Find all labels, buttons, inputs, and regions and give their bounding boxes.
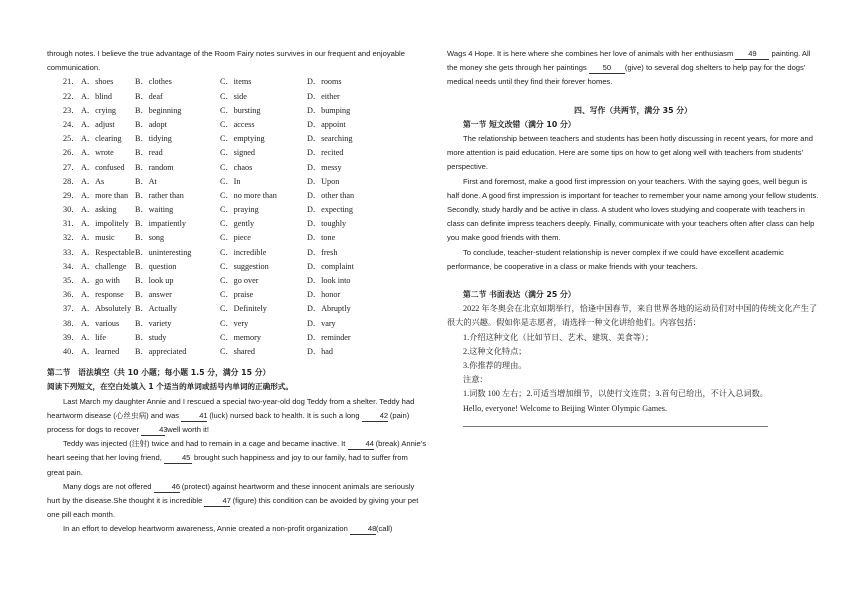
option-a[interactable]: A．confused [81, 162, 125, 172]
option-b[interactable]: B．random [135, 162, 174, 172]
option-a[interactable]: A．wrote [81, 148, 114, 158]
blank-43[interactable]: 43 [141, 425, 165, 436]
grammar-paragraph-3: Many dogs are not offered 46 (protect) against heartworm and these innocent animals are seriously hurt by the disease.She thought it is incredible 47 (figure) this condition can be avoided by giving your pet one pill each month. [47, 481, 419, 520]
answer-line[interactable] [463, 416, 768, 427]
writing-note-label: 注意： [463, 375, 488, 385]
option-c[interactable]: C．suggestion [220, 261, 269, 271]
option-row [63, 317, 427, 331]
question-number: 39． [63, 332, 80, 342]
option-d[interactable]: D．expecting [307, 205, 353, 215]
option-d[interactable]: D．messy [307, 162, 342, 172]
option-b[interactable]: B．beginning [135, 105, 182, 115]
question-number: 24． [63, 119, 80, 129]
question-number: 27． [63, 162, 80, 172]
option-a[interactable]: A．impolitely [81, 219, 129, 229]
section2-title: 第二节 语法填空（共 10 小题；每小题 1.5 分，满分 15 分） [47, 368, 271, 378]
writing-prompt: 2022 年冬奥会在北京如期举行，恰逢中国春节，来自世界各地的运动员们对中国的传统文化产生了很大的兴趣。假如你是志愿者，请选择一种文化讲给他们。内容包括： [447, 304, 818, 328]
option-b[interactable]: B．clothes [135, 77, 172, 87]
blank-47[interactable]: 47 [204, 496, 230, 507]
option-a[interactable]: A．various [81, 318, 120, 328]
option-row [63, 246, 427, 260]
option-row [63, 217, 427, 231]
option-a[interactable]: A．more than [81, 190, 129, 200]
question-number: 36． [63, 290, 80, 300]
option-row [63, 302, 427, 316]
option-d[interactable]: D．look into [307, 276, 351, 286]
option-c[interactable]: C．very [220, 318, 249, 328]
option-row [63, 161, 427, 175]
option-row [63, 175, 427, 189]
option-a[interactable]: A．challenge [81, 261, 127, 271]
option-c[interactable]: C．memory [220, 332, 261, 342]
writing-opening-sentence: Hello, everyone! Welcome to Beijing Winter Olympic Games. [463, 403, 668, 413]
blank-50[interactable]: 50 [589, 63, 625, 74]
question-number: 38． [63, 318, 80, 328]
option-row [63, 146, 427, 160]
option-b[interactable]: B．look up [135, 276, 174, 286]
option-row [63, 331, 427, 345]
option-row [63, 231, 427, 245]
option-c[interactable]: C．piece [220, 233, 251, 243]
option-b[interactable]: B．tidying [135, 134, 172, 144]
option-a[interactable]: A．learned [81, 346, 120, 356]
option-row [63, 132, 427, 146]
option-row [63, 345, 427, 359]
option-a[interactable]: A．music [81, 233, 115, 243]
option-c[interactable]: C．go over [220, 276, 259, 286]
option-c[interactable]: C．bursting [220, 105, 261, 115]
option-c[interactable]: C．praise [220, 290, 254, 300]
blank-45[interactable]: 45 [164, 453, 192, 464]
option-d[interactable]: D．Abruptly [307, 304, 351, 314]
question-number: 25． [63, 134, 80, 144]
error-correction-paragraph-2: First and foremost, make a good first impression on your teachers. With the saying goes, well begun is half done. A good first impression is important for teacher to remember your name among your fellow students. Secondly, study hardly and be active in class. A student who loves studying and cooperate with teachers in class can definite impress teachers deeply. Finally, communicate with your teachers often after class can help you make good friends with them. [447, 176, 819, 243]
writing-point-1: 1.介绍这种文化（比如节日、艺术、建筑、美食等）； [463, 332, 654, 342]
option-row [63, 75, 427, 89]
option-row [63, 260, 427, 274]
blank-49[interactable]: 49 [735, 49, 769, 60]
option-d[interactable]: D．complaint [307, 261, 354, 271]
writing-point-2: 2.这种文化特点； [463, 346, 527, 356]
blank-41[interactable]: 41 [181, 411, 207, 422]
writing-title: 第二节 书面表达（满分 25 分） [463, 290, 576, 300]
option-d[interactable]: D．vary [307, 318, 336, 328]
option-c[interactable]: C．praying [220, 205, 259, 215]
option-d[interactable]: D．Upon [307, 176, 340, 186]
option-d[interactable]: D．fresh [307, 247, 338, 257]
option-d[interactable]: D．honor [307, 290, 341, 300]
right-column [447, 0, 819, 427]
option-d[interactable]: D．reminder [307, 332, 351, 342]
option-row [63, 90, 427, 104]
option-d[interactable]: D．other than [307, 190, 355, 200]
question-number: 31． [63, 219, 80, 229]
question-number: 28． [63, 176, 80, 186]
option-a[interactable]: A．Respectable [81, 247, 135, 257]
option-d[interactable]: D．either [307, 91, 340, 101]
question-number: 35． [63, 276, 80, 286]
option-a[interactable]: A．asking [81, 205, 117, 215]
option-b[interactable]: B．question [135, 261, 177, 271]
grammar-paragraph-4: In an effort to develop heartworm awareness, Annie created a non-profit organization 48(call) [63, 524, 393, 534]
error-correction-paragraph-1: The relationship between teachers and students has been hotly discussing in recent years, for more and more attention is paid education. Here are some tips on how to get along well with teachers from students' perspective. [447, 134, 813, 172]
left-column [47, 0, 427, 537]
blank-48[interactable]: 48 [350, 524, 376, 535]
option-d[interactable]: D．appoint [307, 119, 346, 129]
option-a[interactable]: A．As [81, 176, 105, 186]
option-b[interactable]: B．rather than [135, 190, 184, 200]
option-d[interactable]: D．had [307, 346, 333, 356]
option-c[interactable]: C．signed [220, 148, 256, 158]
question-number: 37． [63, 304, 80, 314]
option-d[interactable]: D．recited [307, 148, 344, 158]
error-correction-title: 第一节 短文改错（满分 10 分） [463, 119, 576, 129]
option-row [63, 189, 427, 203]
option-a[interactable]: A．adjust [81, 119, 115, 129]
question-number: 21． [63, 77, 80, 87]
option-a[interactable]: A．blind [81, 91, 112, 101]
question-number: 34． [63, 261, 80, 271]
question-number: 23． [63, 105, 80, 115]
option-d[interactable]: D．bumping [307, 105, 351, 115]
option-b[interactable]: B．impatiently [135, 219, 186, 229]
option-c[interactable]: C．items [220, 77, 252, 87]
option-a[interactable]: A．crying [81, 105, 117, 115]
option-b[interactable]: B．song [135, 233, 165, 243]
question-number: 30． [63, 205, 80, 215]
blank-42[interactable]: 42 [362, 411, 388, 422]
option-d[interactable]: D．tone [307, 233, 336, 243]
grammar-paragraph-1: Last March my daughter Annie and I rescued a special two-year-old dog Teddy from a shelter. Teddy had heartworm disease (心丝虫病) and was 41 (luck) nursed back to health. It is such a long 42 (pain) process for dogs to recover 43 well worth it! [47, 396, 415, 434]
option-a[interactable]: A．go with [81, 276, 120, 286]
question-number: 32． [63, 233, 80, 243]
option-b[interactable]: B．appreciated [135, 346, 187, 356]
option-c[interactable]: C．incredible [220, 247, 267, 257]
option-b[interactable]: B．Actually [135, 304, 177, 314]
option-a[interactable]: A．shoes [81, 77, 114, 87]
option-c[interactable]: C．gently [220, 219, 255, 229]
option-b[interactable]: B．At [135, 176, 157, 186]
option-b[interactable]: B．answer [135, 290, 172, 300]
writing-note-content: 1.词数 100 左右；2.可适当增加细节，以使行文连贯；3.首句已给出，不计入总词数。 [463, 389, 768, 399]
option-b[interactable]: B．deaf [135, 91, 163, 101]
option-d[interactable]: D．toughly [307, 219, 347, 229]
passage-continuation: through notes. I believe the true advantage of the Room Fairy notes survives in our frequent and enjoyable communication. [47, 49, 405, 73]
option-c[interactable]: C．chaos [220, 162, 253, 172]
option-c[interactable]: C．Definitely [220, 304, 267, 314]
option-b[interactable]: B．uninteresting [135, 247, 192, 257]
section2-instructions: 阅读下列短文，在空白处填入 1 个适当的单词或括号内单词的正确形式。 [47, 382, 293, 392]
option-c[interactable]: C．access [220, 119, 255, 129]
option-c[interactable]: C．no more than [220, 190, 277, 200]
option-b[interactable]: B．variety [135, 318, 172, 328]
option-d[interactable]: D．rooms [307, 77, 342, 87]
grammar-paragraph-5: Wags 4 Hope. It is here where she combines her love of animals with her enthusiasm 49 painting. All the money she gets through her paintings 50 (give) to several dog shelters to help pay for the dogs' medical needs until they find their forever homes. [447, 49, 811, 87]
option-c[interactable]: C．emptying [220, 134, 265, 144]
blank-46[interactable]: 46 [154, 482, 180, 493]
option-a[interactable]: A．life [81, 332, 107, 342]
grammar-paragraph-2: Teddy was injected (注射) twice and had to remain in a cage and became inactive. It 44 (break) Annie’s heart seeing that her loving friend, 45 brought such happiness and joy to our family, had to suffer from great pain. [47, 439, 427, 477]
option-c[interactable]: C．side [220, 91, 247, 101]
option-row [63, 203, 427, 217]
option-c[interactable]: C．In [220, 176, 241, 186]
option-c[interactable]: C．shared [220, 346, 256, 356]
question-number: 29． [63, 190, 80, 200]
blank-44[interactable]: 44 [348, 439, 374, 450]
option-d[interactable]: D．searching [307, 134, 353, 144]
question-number: 40． [63, 346, 80, 356]
question-number: 33． [63, 247, 80, 257]
option-b[interactable]: B．waiting [135, 205, 174, 215]
option-a[interactable]: A．response [81, 290, 124, 300]
option-row [63, 274, 427, 288]
option-a[interactable]: A．Absolutely [81, 304, 132, 314]
option-b[interactable]: B．read [135, 148, 163, 158]
options-table [63, 75, 427, 359]
option-b[interactable]: B．study [135, 332, 167, 342]
option-row [63, 104, 427, 118]
question-number: 26． [63, 148, 80, 158]
writing-point-3: 3.你推荐的理由。 [463, 361, 527, 371]
question-number: 22． [63, 91, 80, 101]
part4-title: 四、写作（共两节，满分 35 分） [574, 105, 692, 115]
option-row [63, 288, 427, 302]
option-row [63, 118, 427, 132]
option-a[interactable]: A．clearing [81, 134, 122, 144]
option-b[interactable]: B．adopt [135, 119, 167, 129]
error-correction-paragraph-3: To conclude, teacher-student relationship is never complex if we could have excellent academic performance, be cooperative in a class or make friends with your teachers. [447, 247, 784, 271]
